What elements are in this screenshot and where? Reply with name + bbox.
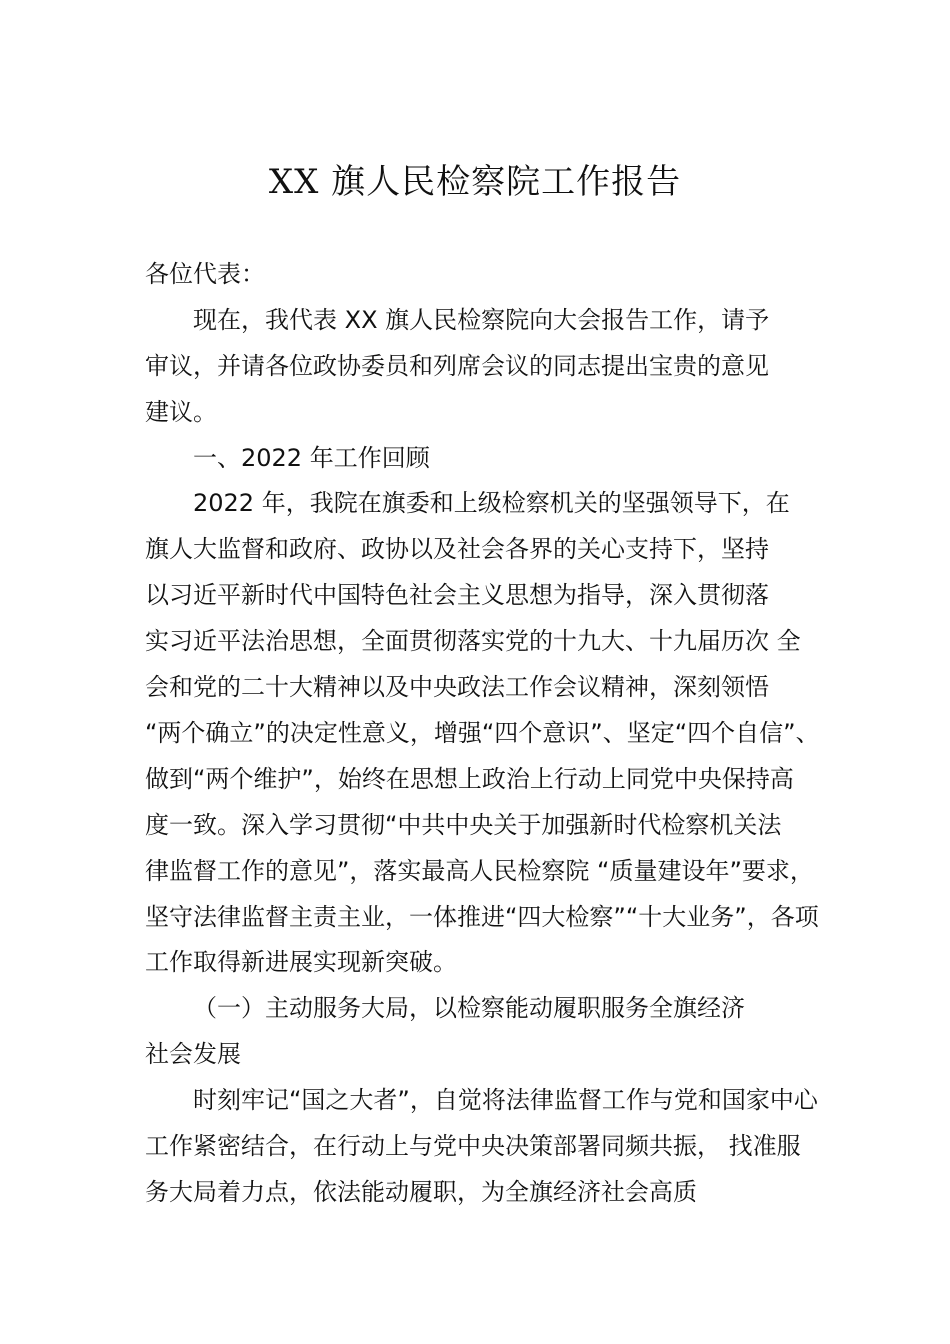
- text-line: 以习近平新时代中国特色社会主义思想为指导，深入贯彻落: [145, 581, 769, 609]
- text-line: 时刻牢记“国之大者”，自觉将法律监督工作与党和国家中心: [193, 1086, 818, 1114]
- text-line: “两个确立”的决定性意义，增强“四个意识”、坚定“四个自信”、: [145, 719, 820, 747]
- text-line: 建议。: [145, 398, 217, 426]
- section-heading: 一、2022 年工作回顾: [193, 444, 430, 472]
- text-line: 工作取得新进展实现新突破。: [145, 948, 457, 976]
- text-line: 坚守法律监督主责主业，一体推进“四大检察”“十大业务”，各项: [145, 903, 819, 931]
- text-line: 审议，并请各位政协委员和列席会议的同志提出宝贵的意见: [145, 352, 769, 380]
- text-line: 务大局着力点，依法能动履职，为全旗经济社会高质: [145, 1178, 697, 1206]
- subsection-heading-continued: 社会发展: [145, 1040, 241, 1068]
- text-line: 实习近平法治思想，全面贯彻落实党的十九大、十九届历次 全: [145, 627, 801, 655]
- text-line: 工作紧密结合，在行动上与党中央决策部署同频共振， 找准服: [145, 1132, 801, 1160]
- document-title: XX 旗人民检察院工作报告: [268, 162, 682, 202]
- text-line: 会和党的二十大精神以及中央政法工作会议精神，深刻领悟: [145, 673, 769, 701]
- subsection-heading: （一）主动服务大局，以检察能动履职服务全旗经济: [193, 994, 745, 1022]
- text-line: 律监督工作的意见”，落实最高人民检察院 “质量建设年”要求，: [145, 857, 814, 885]
- text-line: 做到“两个维护”，始终在思想上政治上行动上同党中央保持高: [145, 765, 794, 793]
- text-line: 度一致。深入学习贯彻“中共中央关于加强新时代检察机关法: [145, 811, 782, 839]
- salutation: 各位代表：: [145, 260, 265, 288]
- text-line: 旗人大监督和政府、政协以及社会各界的关心支持下，坚持: [145, 535, 769, 563]
- text-line: 2022 年，我院在旗委和上级检察机关的坚强领导下，在: [193, 489, 790, 517]
- text-line: 现在，我代表 XX 旗人民检察院向大会报告工作，请予: [193, 306, 770, 334]
